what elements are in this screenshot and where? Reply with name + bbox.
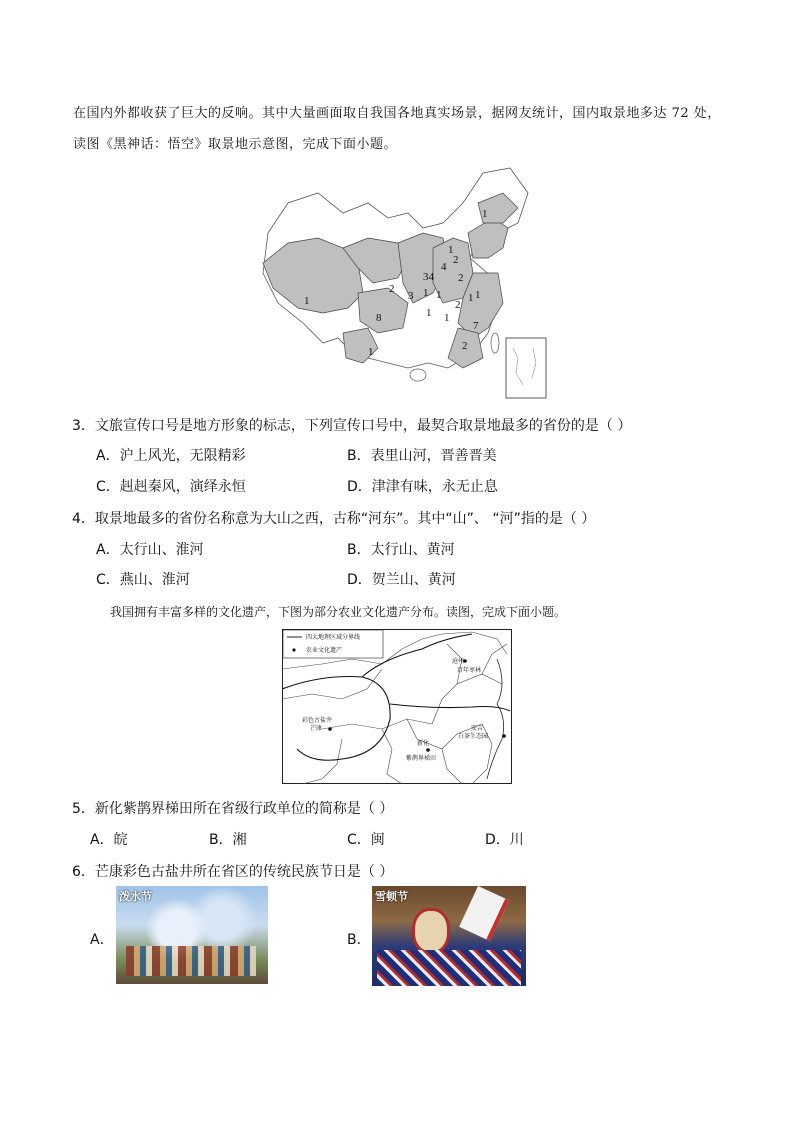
q3-option-c[interactable]	[96, 476, 246, 496]
count-label: 2	[455, 299, 461, 311]
heritage-dot-xinhua	[426, 748, 430, 752]
count-label: 1	[468, 292, 474, 304]
option-text: 太行山、淮河	[119, 542, 204, 558]
photo-b-caption: 雪顿节	[375, 890, 408, 903]
count-label: 1	[304, 295, 310, 307]
count-label: 2	[458, 272, 464, 284]
banner-icon	[459, 886, 509, 941]
count-label: 1	[436, 289, 442, 301]
option-text: 沪上风光，无限精彩	[119, 448, 246, 464]
option-letter: B．	[347, 542, 371, 558]
option-text: 燕山、淮河	[119, 572, 190, 588]
photo-shoton-festival[interactable]	[372, 886, 526, 986]
count-label: 7	[473, 320, 479, 332]
option-letter: A．	[96, 448, 120, 464]
count-label: 8	[376, 312, 382, 324]
label-anji-2: 白茶生态园	[458, 733, 489, 740]
q4-option-c[interactable]	[96, 569, 190, 589]
option-text: 津津有味，永无止息	[371, 479, 498, 495]
option-letter: B．	[209, 832, 233, 848]
question-5-stem: 5．新化紫鹊界梯田所在省级行政单位的简称是（ ）	[72, 801, 394, 817]
count-label: 1	[475, 289, 481, 301]
count-label: 2	[462, 340, 468, 352]
option-text: 闽	[370, 832, 385, 848]
q3-option-d[interactable]	[347, 476, 498, 496]
q6-option-b-letter[interactable]: B．	[347, 932, 371, 948]
q3-option-b[interactable]	[347, 445, 497, 465]
intro-line-1: 在国内外都收获了巨大的反响。其中大量画面取自我国各地真实场景，据网友统计，国内取景地多达 72 处，	[73, 106, 721, 121]
option-letter: A．	[90, 832, 114, 848]
count-label: 3	[408, 290, 414, 302]
intro-line-2: 读图《黑神话：悟空》取景地示意图，完成下面小题。	[73, 137, 398, 152]
heritage-dot-icon	[292, 648, 295, 651]
label-anji-1: 安吉	[471, 725, 484, 732]
option-letter: A．	[96, 542, 120, 558]
count-label: 1	[444, 312, 450, 324]
option-letter: C．	[96, 572, 120, 588]
option-letter: B．	[347, 448, 371, 464]
option-letter: D．	[347, 479, 372, 495]
count-label: 2	[453, 254, 459, 266]
option-text: 赳赳秦风，演绎永恒	[119, 479, 246, 495]
count-label: 1	[426, 307, 432, 319]
q4-option-a[interactable]	[96, 539, 204, 559]
q5-option-c[interactable]	[347, 829, 385, 849]
option-letter: C．	[347, 832, 371, 848]
intro-2: 我国拥有丰富多样的文化遗产，下图为部分农业文化遗产分布。读图，完成下面小题。	[110, 605, 567, 619]
q4-option-b[interactable]	[347, 539, 455, 559]
question-4-stem: 4．取景地最多的省份名称意为大山之西，古称“河东”。其中“山”、 “河”指的是（ ）	[72, 511, 596, 527]
option-text: 川	[509, 832, 524, 848]
question-3-stem: 3．文旅宣传口号是地方形象的标志，下列宣传口号中，最契合取景地最多的省份的是（ ）	[72, 418, 632, 434]
count-label: 1	[368, 346, 374, 358]
q6-option-a-letter[interactable]: A．	[90, 932, 114, 948]
option-text: 太行山、黄河	[370, 542, 455, 558]
q5-option-a[interactable]	[90, 829, 128, 849]
photo-a-caption: 泼水节	[119, 890, 152, 903]
legend-line-label: 四大地理区域分界线	[306, 634, 361, 641]
label-mangkang-2: 芒康	[310, 725, 323, 732]
q5-option-d[interactable]	[485, 829, 524, 849]
agricultural-heritage-map	[282, 629, 512, 784]
option-letter: D．	[347, 572, 372, 588]
option-text: 湘	[232, 832, 247, 848]
option-text: 贺兰山、黄河	[371, 572, 456, 588]
count-label: 2	[389, 283, 395, 295]
heritage-dot-anji	[502, 734, 506, 738]
heritage-dot-mangkang	[328, 727, 332, 731]
option-letter: D．	[485, 832, 510, 848]
count-label: 4	[441, 261, 447, 273]
south-china-sea-inset	[506, 338, 546, 398]
count-label: 1	[482, 208, 488, 220]
count-label: 1	[448, 244, 454, 256]
china-filming-locations-map	[248, 163, 556, 403]
label-mangkang-1: 彩色古盐井	[302, 717, 333, 724]
q4-option-d[interactable]	[347, 569, 456, 589]
label-xinhua-1: 新化	[417, 740, 430, 747]
mask-icon	[412, 908, 450, 954]
label-cangzhou-2: 百年枣林	[457, 667, 482, 674]
question-6-stem: 6．芒康彩色古盐井所在省区的传统民族节日是（ ）	[72, 864, 394, 880]
option-text: 皖	[113, 832, 128, 848]
photo-water-splashing-festival[interactable]	[116, 886, 268, 984]
count-label: 34	[423, 271, 434, 283]
label-xinhua-2: 紫鹊界梯田	[406, 755, 437, 762]
count-label: 1	[423, 287, 429, 299]
q5-option-b[interactable]	[209, 829, 247, 849]
label-cangzhou-1: 沧州	[452, 658, 465, 665]
q3-option-a[interactable]	[96, 445, 246, 465]
option-text: 表里山河，晋善晋美	[370, 448, 497, 464]
legend-dot-label: 农业文化遗产	[306, 647, 343, 654]
option-letter: C．	[96, 479, 120, 495]
